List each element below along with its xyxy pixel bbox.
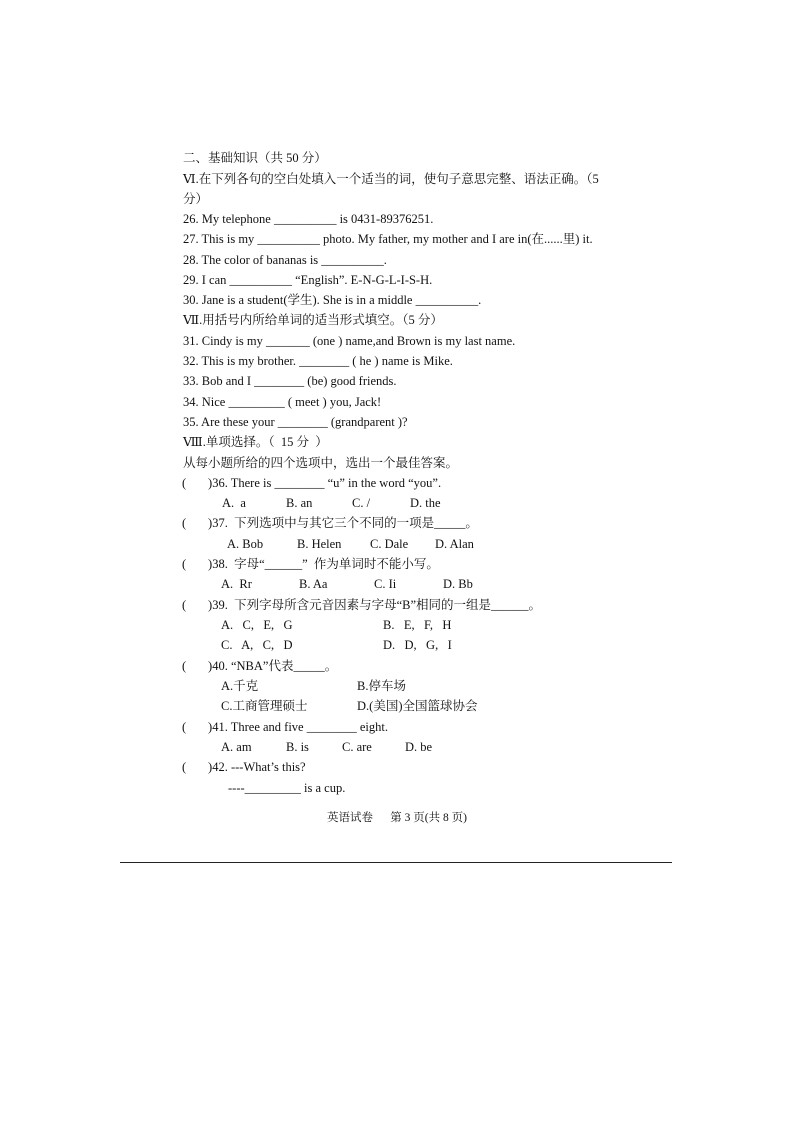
part6-instruction: Ⅵ.在下列各句的空白处填入一个适当的词，使句子意思完整、语法正确。（5 bbox=[183, 172, 599, 186]
q38-option-d: D. Bb bbox=[443, 577, 473, 591]
q41-option-c: C. are bbox=[342, 740, 372, 754]
q42-answer-line: ----_________ is a cup. bbox=[228, 781, 346, 795]
q36-option-c: C. / bbox=[352, 496, 371, 510]
question-33: 33. Bob and I ________ (be) good friends. bbox=[183, 374, 397, 388]
q38-option-a: A. Rr bbox=[221, 577, 252, 591]
question-32: 32. This is my brother. ________ ( he ) name is Mike. bbox=[183, 354, 453, 368]
part7-instruction: Ⅶ.用括号内所给单词的适当形式填空。（5 分） bbox=[183, 313, 443, 327]
question-31: 31. Cindy is my _______ (one ) name,and Brown is my last name. bbox=[183, 334, 516, 348]
part8-sub-instruction: 从每小题所给的四个选项中，选出一个最佳答案。 bbox=[183, 456, 459, 470]
q41-option-b: B. is bbox=[286, 740, 309, 754]
question-39: ( )39. 下列字母所含元音因素与字母“B”相同的一组是______。 bbox=[182, 598, 542, 612]
question-26: 26. My telephone __________ is 0431-89376251. bbox=[183, 212, 434, 226]
question-29: 29. I can __________ “English”. E-N-G-L-I-S-H. bbox=[183, 273, 433, 287]
q36-option-a: A. a bbox=[222, 496, 246, 510]
section-title: 二、基础知识（共 50 分） bbox=[183, 151, 327, 165]
part6-instruction-cont: 分） bbox=[183, 192, 209, 206]
question-30: 30. Jane is a student(学生). She is in a middle __________. bbox=[183, 293, 482, 307]
question-36: ( )36. There is ________ “u” in the word “you”. bbox=[182, 476, 442, 490]
q36-option-d: D. the bbox=[410, 496, 441, 510]
question-41: ( )41. Three and five ________ eight. bbox=[182, 720, 388, 734]
part8-instruction: Ⅷ.单项选择。（ 15 分 ） bbox=[183, 435, 328, 449]
q38-option-b: B. Aa bbox=[299, 577, 328, 591]
q40-option-d: D.(美国)全国篮球协会 bbox=[357, 699, 478, 713]
q37-option-b: B. Helen bbox=[297, 537, 342, 551]
page-footer: 英语试卷 第 3 页(共 8 页) bbox=[327, 812, 467, 824]
q39-option-a: A. C, E, G bbox=[221, 618, 293, 632]
q38-option-c: C. Ii bbox=[374, 577, 397, 591]
q37-option-a: A. Bob bbox=[227, 537, 264, 551]
q39-option-b: B. E, F, H bbox=[383, 618, 452, 632]
question-40: ( )40. “NBA”代表_____。 bbox=[182, 659, 338, 673]
question-35: 35. Are these your ________ (grandparent )? bbox=[183, 415, 408, 429]
question-34: 34. Nice _________ ( meet ) you, Jack! bbox=[183, 395, 382, 409]
page-divider bbox=[120, 862, 672, 863]
question-37: ( )37. 下列选项中与其它三个不同的一项是_____。 bbox=[182, 516, 478, 530]
q39-option-c: C. A, C, D bbox=[221, 638, 293, 652]
q40-option-a: A.千克 bbox=[221, 679, 259, 693]
q37-option-d: D. Alan bbox=[435, 537, 474, 551]
question-27: 27. This is my __________ photo. My father, my mother and I are in(在......里) it. bbox=[183, 232, 593, 246]
question-42: ( )42. ---What’s this? bbox=[182, 760, 306, 774]
q40-option-c: C.工商管理硕士 bbox=[221, 699, 308, 713]
q36-option-b: B. an bbox=[286, 496, 313, 510]
question-28: 28. The color of bananas is __________. bbox=[183, 253, 387, 267]
q41-option-d: D. be bbox=[405, 740, 433, 754]
q37-option-c: C. Dale bbox=[370, 537, 409, 551]
q41-option-a: A. am bbox=[221, 740, 252, 754]
q39-option-d: D. D, G, I bbox=[383, 638, 452, 652]
question-38: ( )38. 字母“______” 作为单词时不能小写。 bbox=[182, 557, 439, 571]
q40-option-b: B.停车场 bbox=[357, 679, 406, 693]
